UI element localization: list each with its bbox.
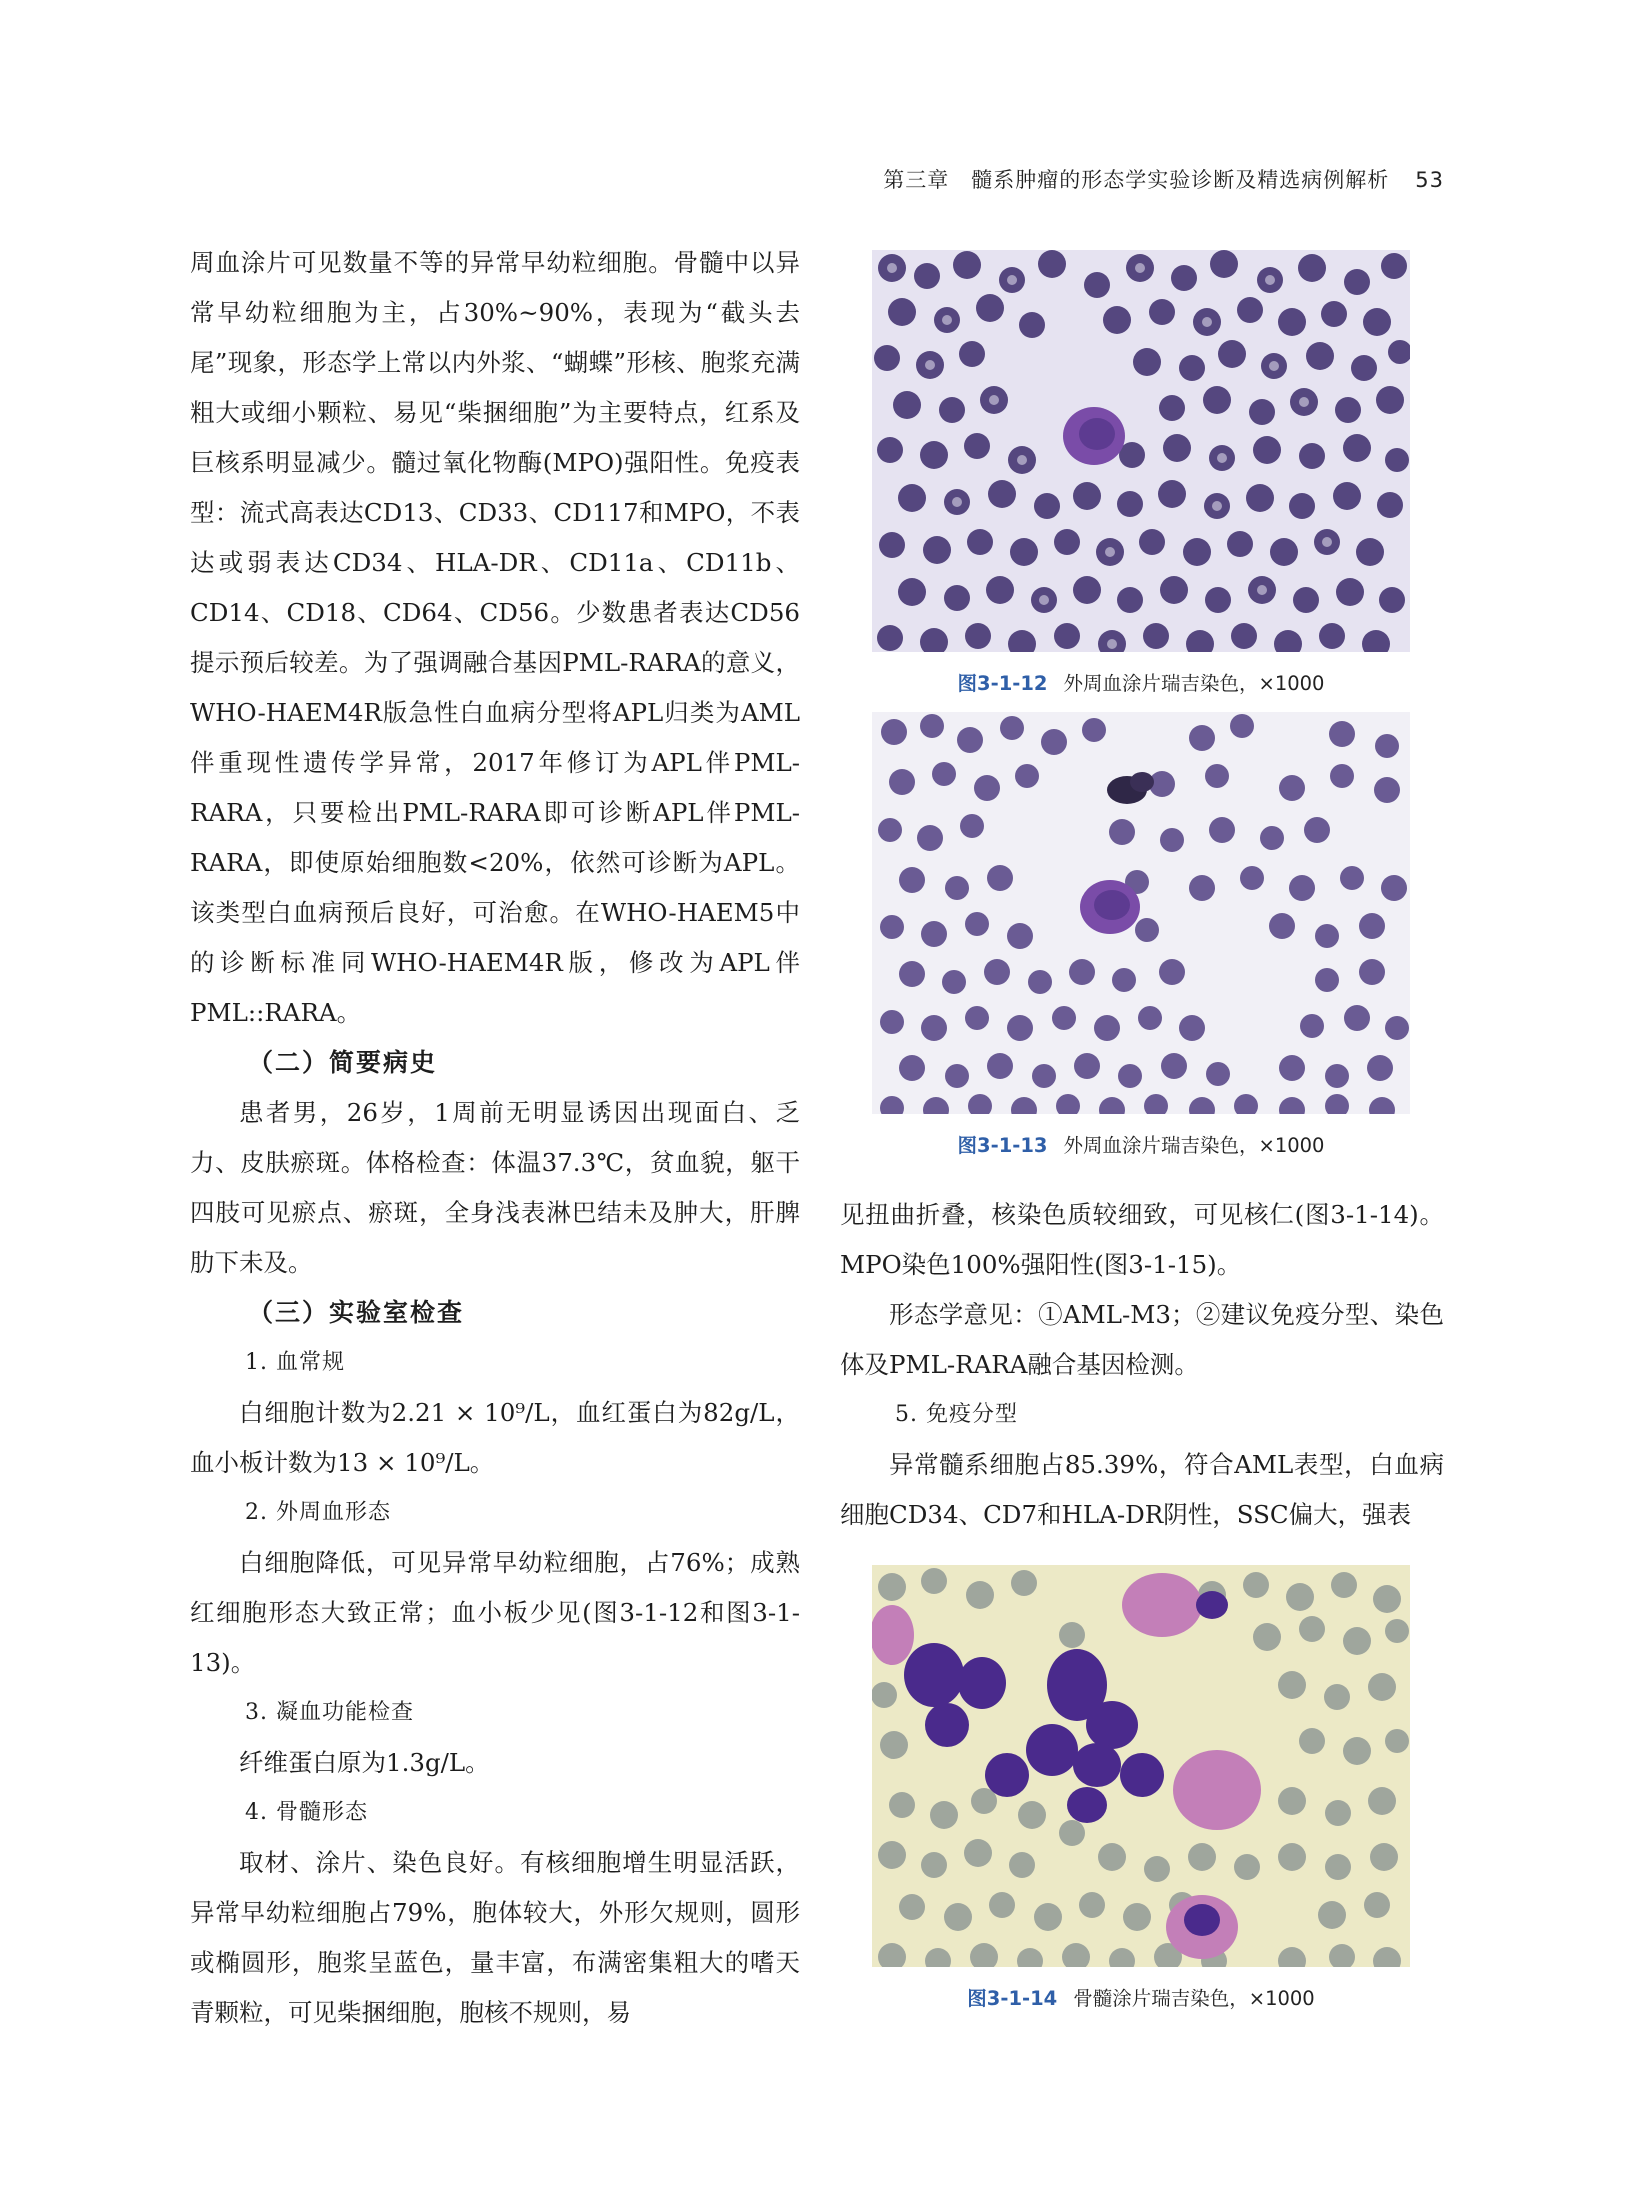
- figure-caption-text: 外周血涂片瑞吉染色，×1000: [1063, 1134, 1325, 1157]
- immunophenotyping-paragraph: 异常髓系细胞占85.39%，符合AML表型，白血病细胞CD34、CD7和HLA-DR阴性，SSC偏大，强表: [840, 1450, 1444, 1529]
- left-column: [190, 238, 800, 2038]
- figure-number: 图3-1-12: [957, 672, 1048, 695]
- peripheral-blood-smear-image-1: [872, 250, 1410, 652]
- section-heading-lab: （三）实验室检查: [248, 1298, 465, 1327]
- bone-marrow-smear-image: [872, 1565, 1410, 1967]
- peripheral-blood-smear-image-2: [872, 712, 1410, 1114]
- subheading-bone-marrow: 4. 骨髓形态: [245, 1800, 368, 1825]
- figure-caption-text: 骨髓涂片瑞吉染色，×1000: [1073, 1987, 1315, 2010]
- subheading-peripheral-blood: 2. 外周血形态: [245, 1500, 391, 1525]
- blood-routine-paragraph: 白细胞计数为2.21 × 10⁹/L，血红蛋白为82g/L，血小板计数为13 × 10⁹/L。: [190, 1398, 800, 1477]
- figure-3-1-12: [872, 250, 1410, 696]
- figure-caption: [872, 668, 1410, 696]
- figure-caption-text: 外周血涂片瑞吉染色，×1000: [1063, 672, 1325, 695]
- intro-paragraph: 周血涂片可见数量不等的异常早幼粒细胞。骨髓中以异常早幼粒细胞为主，占30%~90%，表现为“截头去尾”现象，形态学上常以内外浆、“蝴蝶”形核、胞浆充满粗大或细小颗粒、易见“柴捆细胞”为主要特点，红系及巨核系明显减少。髓过氧化物酶(MPO)强阳性。免疫表型：流式高表达CD13、CD33、CD117和MPO，不表达或弱表达CD34、HLA-DR、CD11a、CD11b、CD14、CD18、CD64、CD56。少数患者表达CD56提示预后较差。为了强调融合基因PML-RARA的意义，WHO-HAEM4R版急性白血病分型将APL归类为AML伴重现性遗传学异常，2017年修订为APL伴PML-RARA，只要检出PML-RARA即可诊断APL伴PML-RARA，即使原始细胞数<20%，依然可诊断为APL。该类型白血病预后良好，可治愈。在WHO-HAEM5中的诊断标准同WHO-HAEM4R版，修改为APL伴PML::RARA。: [190, 248, 800, 1027]
- bone-marrow-paragraph: 取材、涂片、染色良好。有核细胞增生明显活跃，异常早幼粒细胞占79%，胞体较大，外形欠规则，圆形或椭圆形，胞浆呈蓝色，量丰富，布满密集粗大的嗜天青颗粒，可见柴捆细胞，胞核不规则，易: [190, 1848, 800, 2027]
- subheading-coagulation: 3. 凝血功能检查: [245, 1700, 414, 1725]
- morphology-opinion-paragraph: 形态学意见：①AML-M3；②建议免疫分型、染色体及PML-RARA融合基因检测。: [840, 1300, 1444, 1379]
- history-paragraph: 患者男，26岁，1周前无明显诱因出现面白、乏力、皮肤瘀斑。体格检查：体温37.3℃，贫血貌，躯干四肢可见瘀点、瘀斑，全身浅表淋巴结未及肿大，肝脾肋下未及。: [190, 1098, 800, 1277]
- right-column: [840, 1190, 1444, 1540]
- subheading-blood-routine: 1. 血常规: [245, 1350, 345, 1375]
- chapter-title: 第三章 髓系肿瘤的形态学实验诊断及精选病例解析: [883, 168, 1390, 192]
- coagulation-paragraph: 纤维蛋白原为1.3g/L。: [239, 1748, 490, 1777]
- figure-number: 图3-1-14: [967, 1987, 1058, 2010]
- bone-marrow-continued-paragraph: 见扭曲折叠，核染色质较细致，可见核仁(图3-1-14)。MPO染色100%强阳性(图3-1-15)。: [840, 1200, 1444, 1279]
- peripheral-blood-paragraph: 白细胞降低，可见异常早幼粒细胞，占76%；成熟红细胞形态大致正常；血小板少见(图3-1-12和图3-1-13)。: [190, 1548, 800, 1677]
- running-header: [883, 164, 1444, 194]
- section-heading-history: （二）简要病史: [248, 1048, 438, 1077]
- subheading-immunophenotyping: 5. 免疫分型: [895, 1402, 1018, 1427]
- page-number: 53: [1415, 168, 1444, 192]
- figure-number: 图3-1-13: [957, 1134, 1048, 1157]
- figure-caption: [872, 1130, 1410, 1158]
- figure-3-1-14: [872, 1565, 1410, 2011]
- figure-caption: [872, 1983, 1410, 2011]
- figure-3-1-13: [872, 712, 1410, 1158]
